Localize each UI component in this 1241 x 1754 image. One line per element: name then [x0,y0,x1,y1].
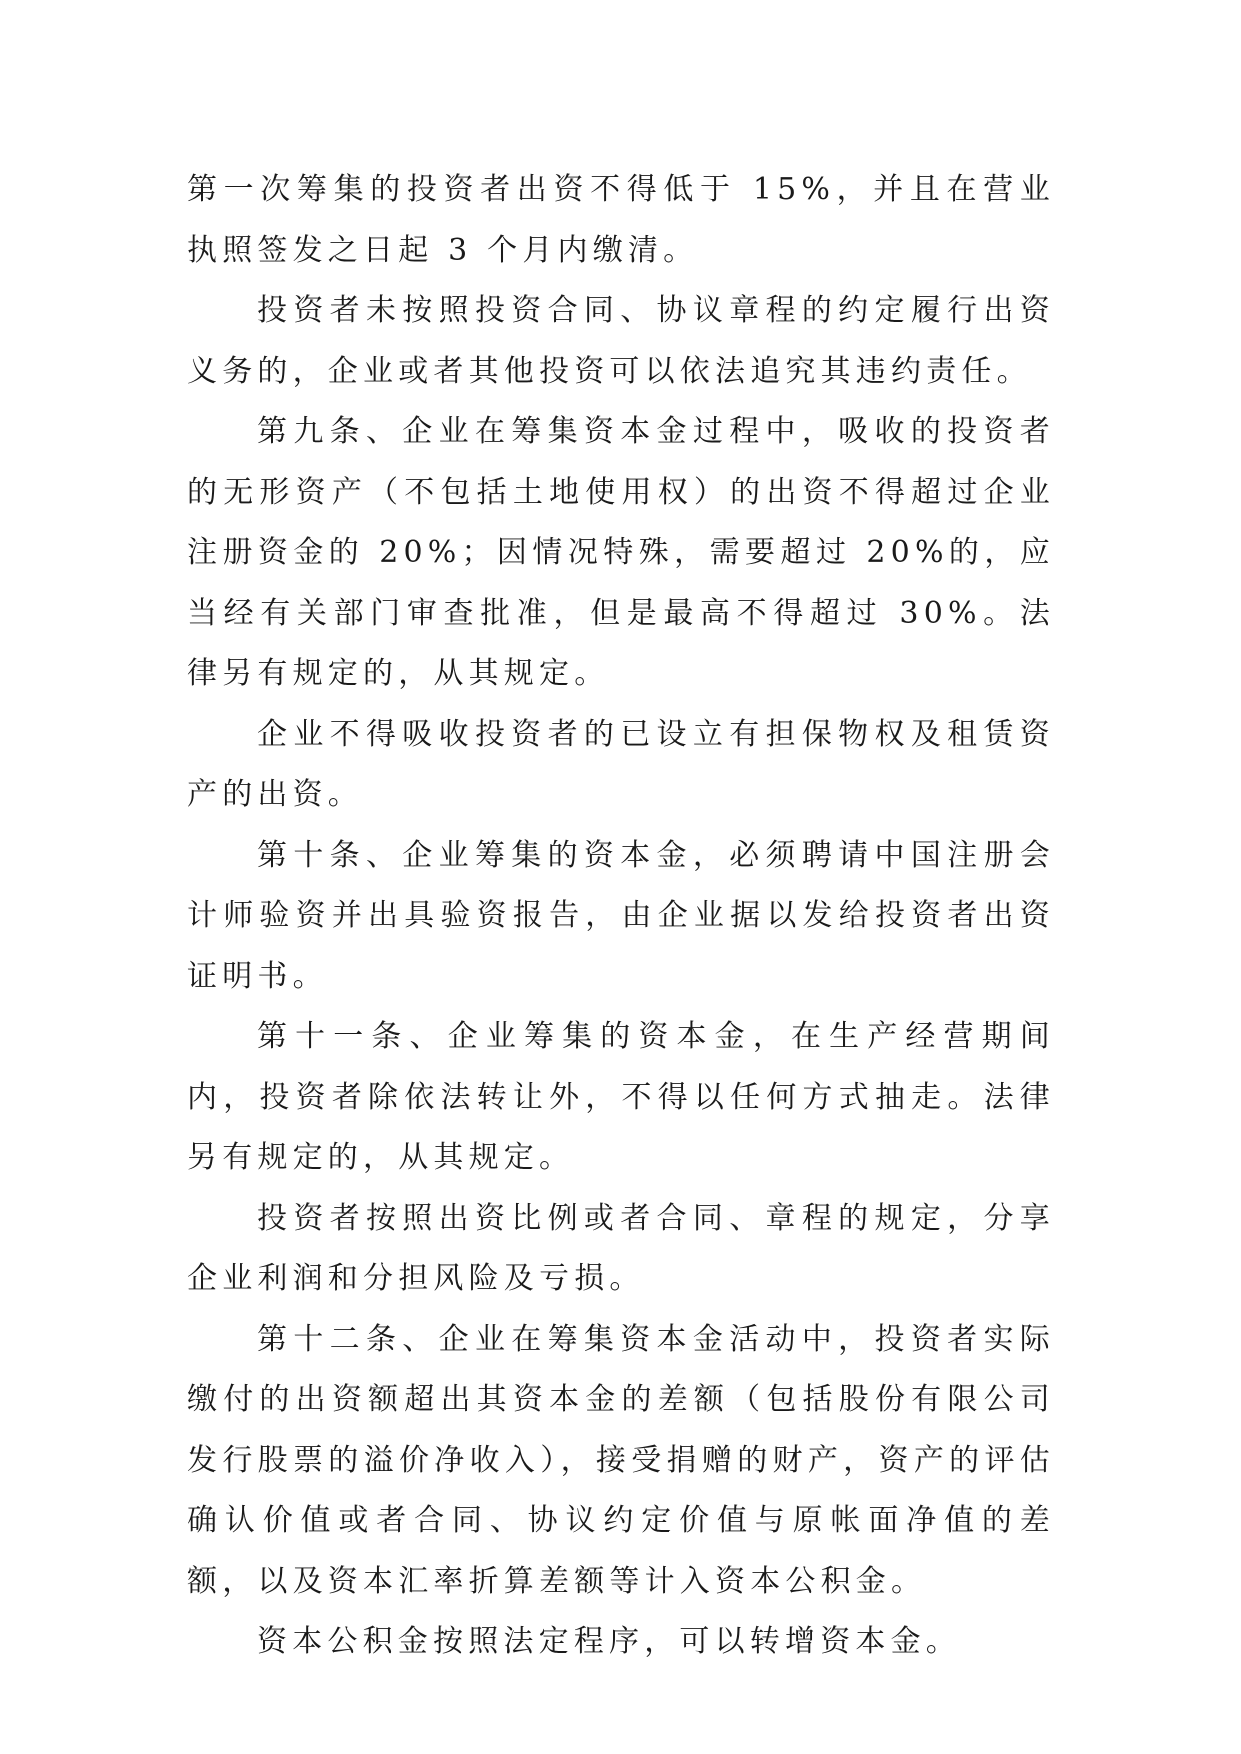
paragraph-article-10: 第十条、企业筹集的资本金，必须聘请中国注册会计师验资并出具验资报告，由企业据以发给投资者出资证明书。 [187,837,1055,994]
paragraph-article-9: 第九条、企业在筹集资本金过程中，吸收的投资者的无形资产（不包括土地使用权）的出资不得超过企业注册资金的 20%；因情况特殊，需要超过 20%的，应当经有关部门审查批准，但是最高不得超过 30%。法律另有规定的，从其规定。 [187,414,1055,691]
paragraph: 投资者按照出资比例或者合同、章程的规定，分享企业利润和分担风险及亏损。 [187,1200,1055,1296]
paragraph-article-12: 第十二条、企业在筹集资本金活动中，投资者实际缴付的出资额超出其资本金的差额（包括股份有限公司发行股票的溢价净收入），接受捐赠的财产，资产的评估确认价值或者合同、协议约定价值与原帐面净值的差额，以及资本汇率折算差额等计入资本公积金。 [187,1321,1055,1599]
paragraph: 第一次筹集的投资者出资不得低于 15%，并且在营业执照签发之日起 3 个月内缴清。 [187,172,1055,268]
document-body [187,160,1055,1673]
paragraph: 投资者未按照投资合同、协议章程的约定履行出资义务的，企业或者其他投资可以依法追究其违约责任。 [187,293,1055,389]
paragraph: 企业不得吸收投资者的已设立有担保物权及租赁资产的出资。 [187,716,1055,812]
paragraph: 资本公积金按照法定程序，可以转增资本金。 [257,1624,961,1659]
paragraph-article-11: 第十一条、企业筹集的资本金，在生产经营期间内，投资者除依法转让外，不得以任何方式抽走。法律另有规定的，从其规定。 [187,1019,1055,1175]
